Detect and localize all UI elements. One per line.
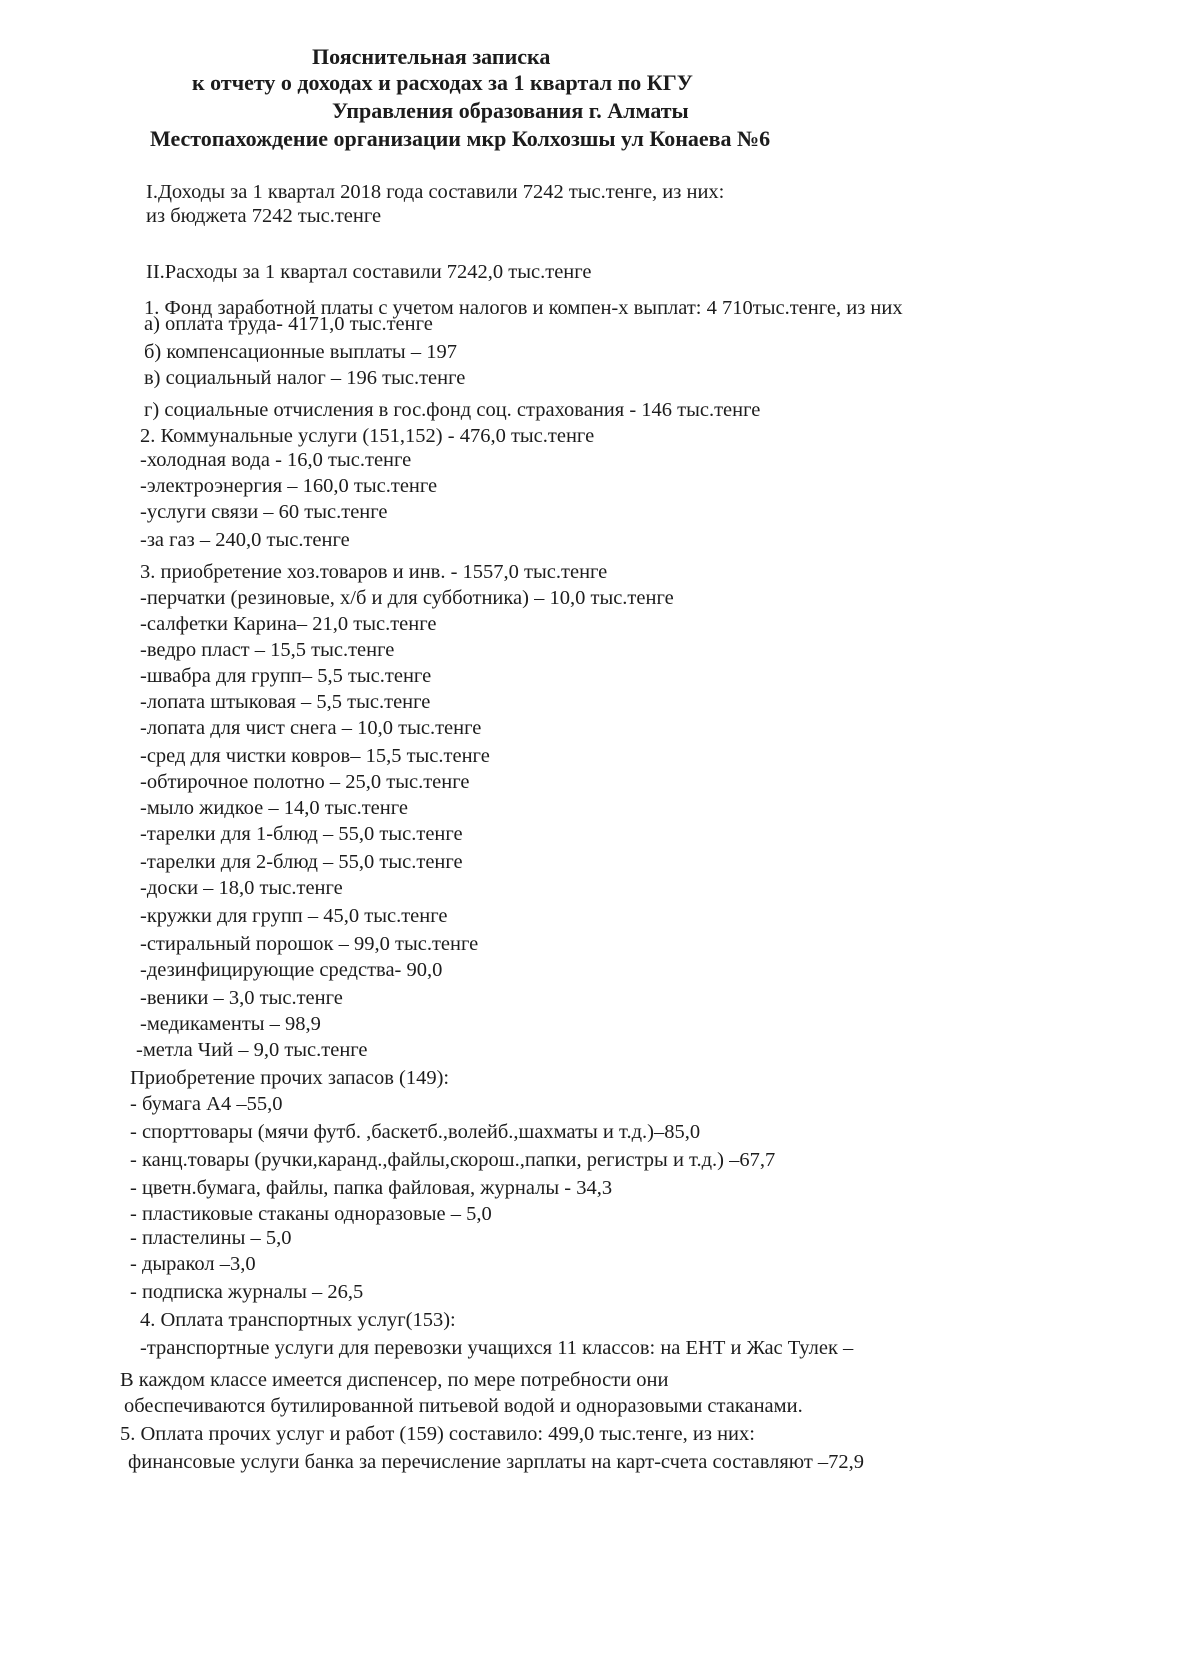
income-line-1: I.Доходы за 1 квартал 2018 года составили 7242 тыс.тенге, из них: [146,181,725,203]
expense-line: -лопата штыковая – 5,5 тыс.тенге [140,691,431,713]
expense-line: -швабра для групп– 5,5 тыс.тенге [140,665,432,687]
expense-line: -дезинфицирующие средства- 90,0 [140,959,443,981]
doc-title: Пояснительная записка [312,44,551,69]
expense-line: -салфетки Карина– 21,0 тыс.тенге [140,613,437,635]
expense-line: 2. Коммунальные услуги (151,152) - 476,0 тыс.тенге [140,425,595,447]
expense-line: 4. Оплата транспортных услуг(153): [140,1309,456,1331]
doc-subtitle: к отчету о доходах и расходах за 1 квартал по КГУ [192,70,693,95]
expense-line: Приобретение прочих запасов (149): [130,1067,450,1089]
expense-line: -услуги связи – 60 тыс.тенге [140,501,388,523]
expenses-title: II.Расходы за 1 квартал составили 7242,0 тыс.тенге [146,261,592,283]
expense-line: -медикаменты – 98,9 [140,1013,321,1035]
doc-location: Местопахождение организации мкр Колхозшы ул Конаева №6 [150,126,771,151]
expense-line: -транспортные услуги для перевозки учащихся 11 классов: на ЕНТ и Жас Тулек – [140,1337,854,1359]
expense-line: -ведро пласт – 15,5 тыс.тенге [140,639,395,661]
expense-line: -тарелки для 2-блюд – 55,0 тыс.тенге [140,851,463,873]
expense-line: -мыло жидкое – 14,0 тыс.тенге [140,797,408,819]
expense-line: а) оплата труда- 4171,0 тыс.тенге [144,313,433,335]
expense-line: -кружки для групп – 45,0 тыс.тенге [140,905,448,927]
expense-line: в) социальный налог – 196 тыс.тенге [144,367,466,389]
expense-line: 5. Оплата прочих услуг и работ (159) составило: 499,0 тыс.тенге, из них: [120,1423,755,1445]
expense-line: -сред для чистки ковров– 15,5 тыс.тенге [140,745,490,767]
expense-line: -тарелки для 1-блюд – 55,0 тыс.тенге [140,823,463,845]
doc-organization: Управления образования г. Алматы [332,98,689,123]
expense-line: - бумага А4 –55,0 [130,1093,283,1115]
expense-line: -метла Чий – 9,0 тыс.тенге [136,1039,368,1061]
expense-line: обеспечиваются бутилированной питьевой водой и одноразовыми стаканами. [124,1395,803,1417]
expense-line: -доски – 18,0 тыс.тенге [140,877,343,899]
income-line-2: из бюджета 7242 тыс.тенге [146,205,382,227]
expense-line: - канц.товары (ручки,каранд.,файлы,скорош.,папки, регистры и т.д.) –67,7 [130,1149,776,1171]
expense-line: 1. Фонд заработной платы с учетом налогов и компен-х выплат: 4 710тыс.тенге, из них [144,297,903,319]
expense-line: -лопата для чист снега – 10,0 тыс.тенге [140,717,482,739]
expense-line: -электроэнергия – 160,0 тыс.тенге [140,475,438,497]
expense-line: - спорттовары (мячи футб. ,баскетб.,волейб.,шахматы и т.д.)–85,0 [130,1121,701,1143]
expense-line: б) компенсационные выплаты – 197 [144,341,457,363]
expense-line: -холодная вода - 16,0 тыс.тенге [140,449,412,471]
expense-line: - цветн.бумага, файлы, папка файловая, журналы - 34,3 [130,1177,613,1199]
expense-line: -веники – 3,0 тыс.тенге [140,987,343,1009]
expense-line: В каждом классе имеется диспенсер, по мере потребности они [120,1369,669,1391]
expense-line: -стиральный порошок – 99,0 тыс.тенге [140,933,479,955]
expense-line: -обтирочное полотно – 25,0 тыс.тенге [140,771,470,793]
expense-line: - дыракол –3,0 [130,1253,256,1275]
expense-line: финансовые услуги банка за перечисление зарплаты на карт-счета составляют –72,9 [128,1451,865,1473]
expense-line: - пластиковые стаканы одноразовые – 5,0 [130,1203,492,1225]
expense-line: г) социальные отчисления в гос.фонд соц. страхования - 146 тыс.тенге [144,399,761,421]
expense-line: -перчатки (резиновые, х/б и для субботника) – 10,0 тыс.тенге [140,587,674,609]
expense-line: -за газ – 240,0 тыс.тенге [140,529,350,551]
expense-line: - подписка журналы – 26,5 [130,1281,364,1303]
expense-line: - пластелины – 5,0 [130,1227,292,1249]
expense-line: 3. приобретение хоз.товаров и инв. - 1557,0 тыс.тенге [140,561,608,583]
